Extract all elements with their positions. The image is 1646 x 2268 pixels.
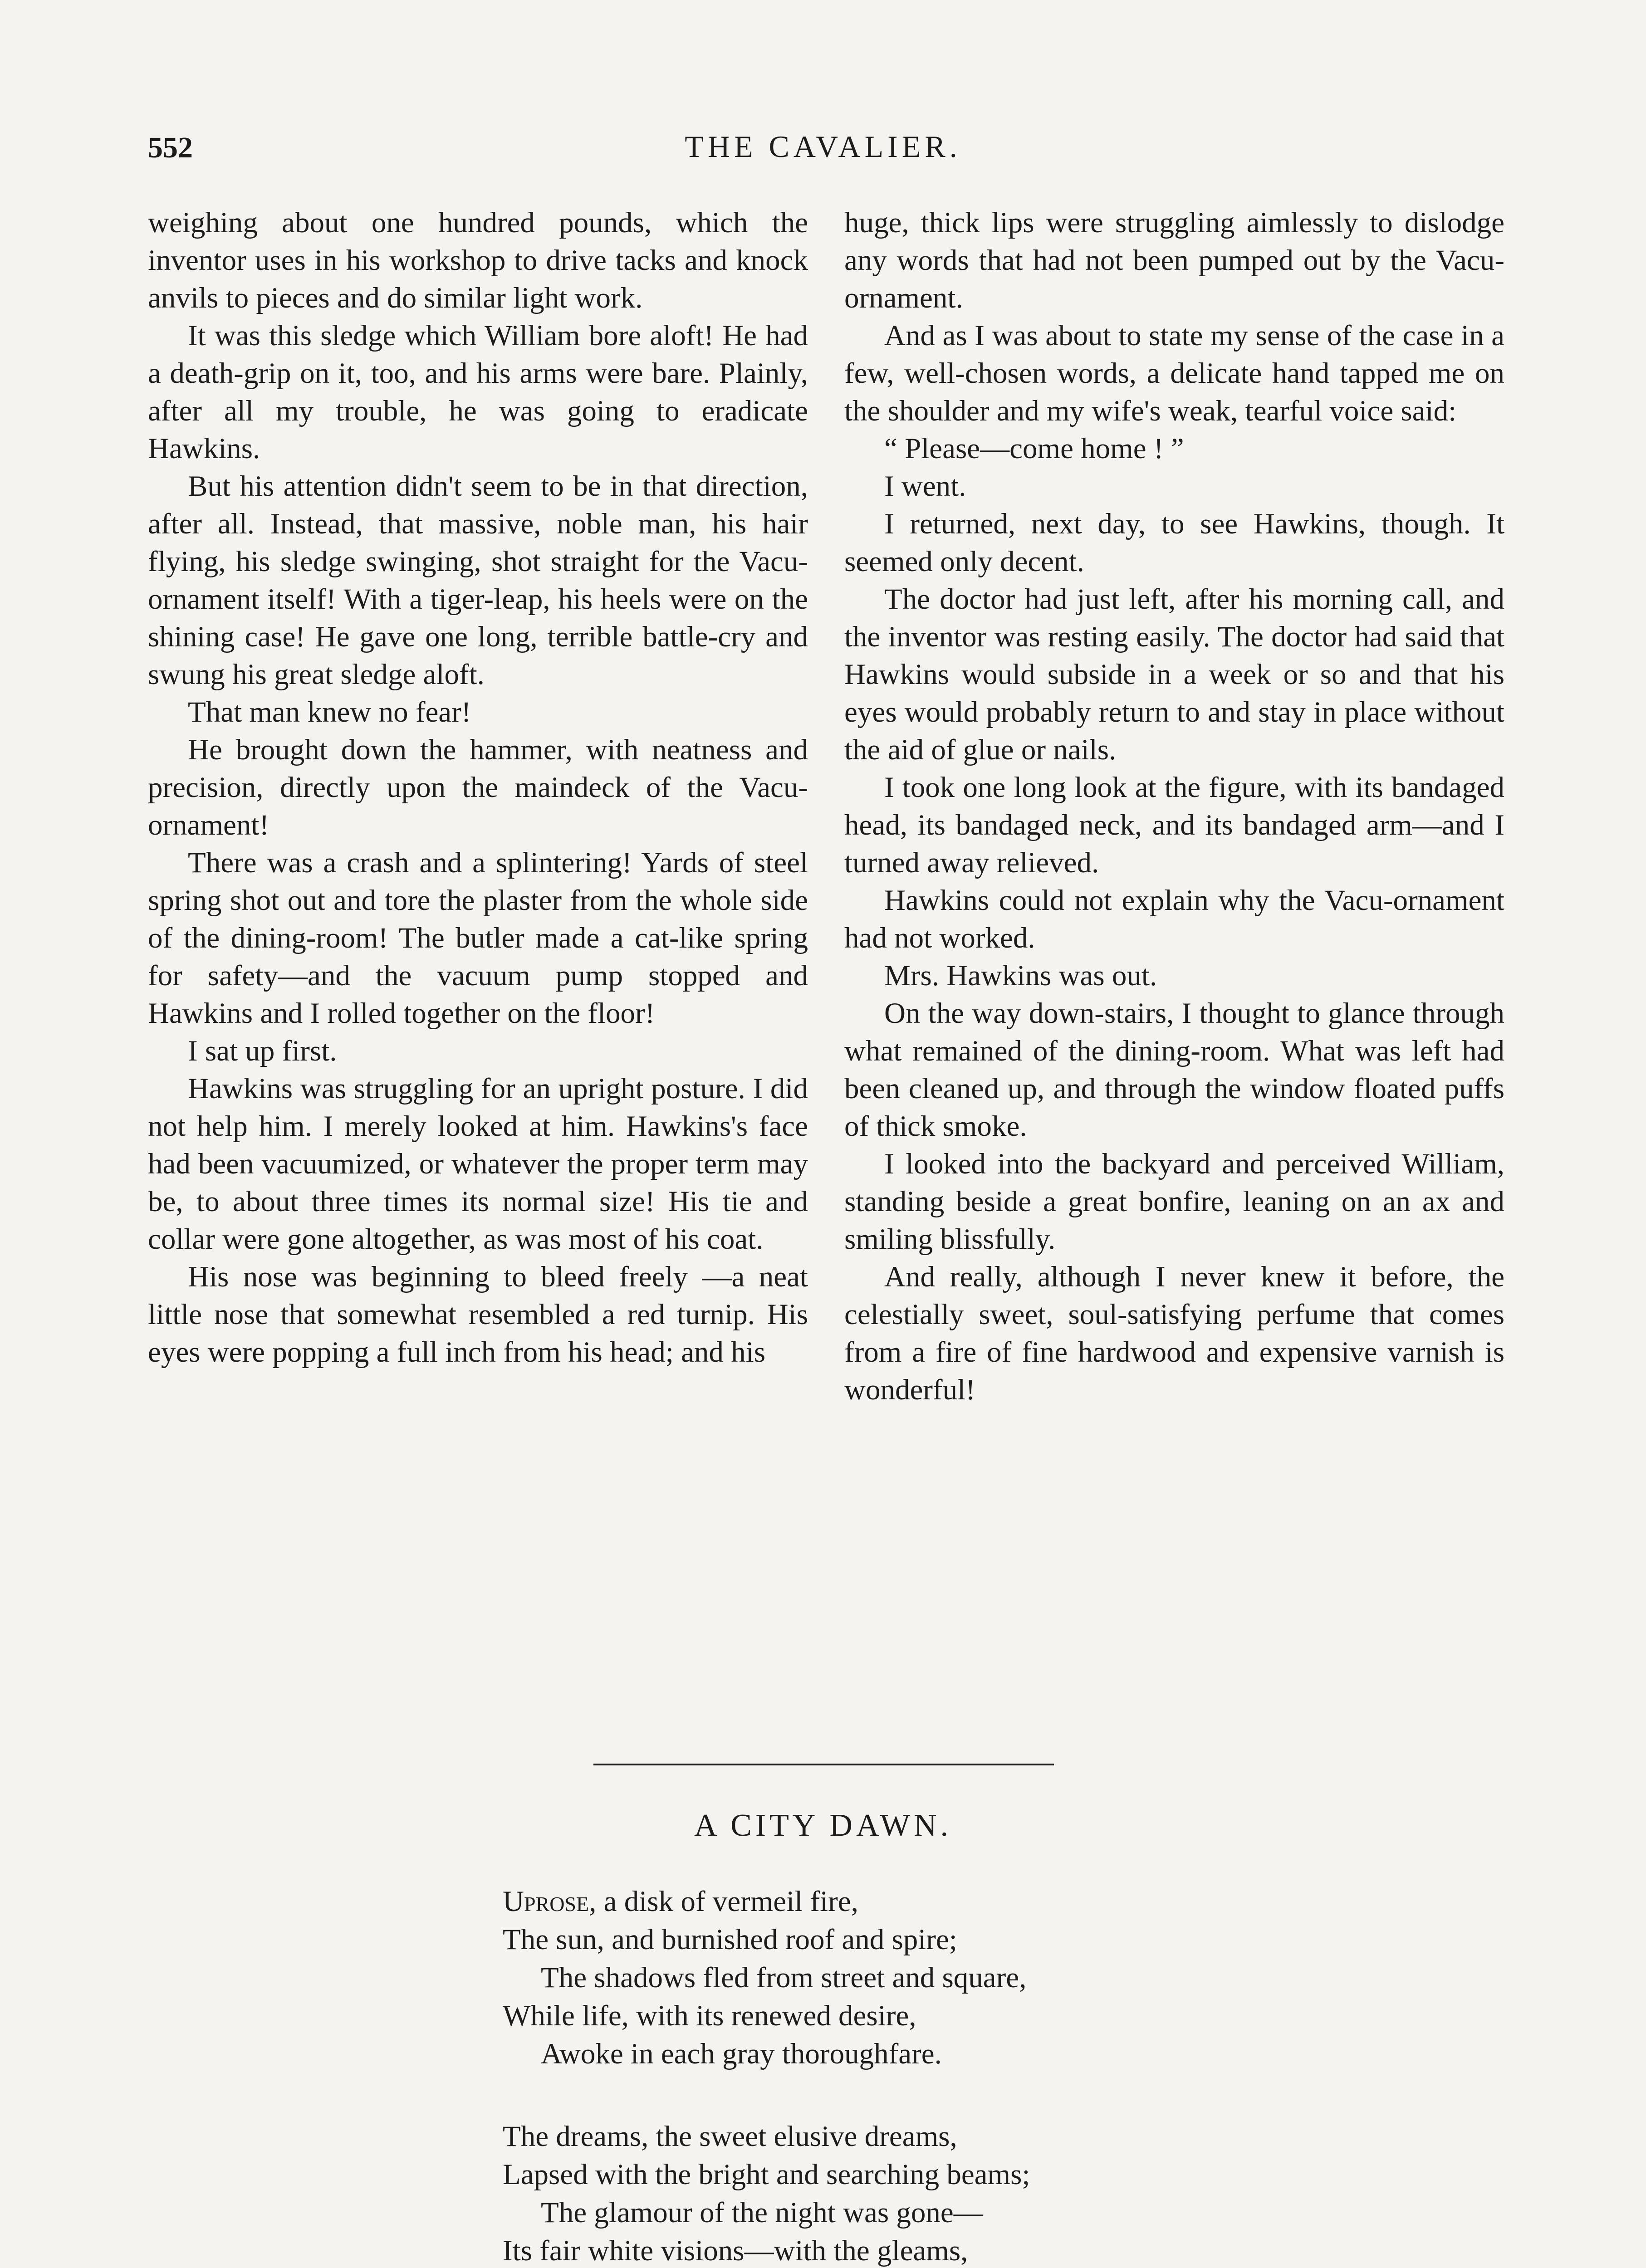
poem-stanza [503, 2117, 1030, 2268]
paragraph: “ Please—come home ! ” [884, 432, 1184, 465]
poem-body [503, 1882, 1030, 2268]
poem-line: The shadows fled from street and square, [541, 1961, 1027, 1994]
poem-line: Awoke in each gray thoroughfare. [541, 2038, 942, 2070]
paragraph: I looked into the backyard and perceived William, standing beside a great bonfire, leaning on an ax and smiling blissfully. [844, 1148, 1504, 1256]
paragraph: Mrs. Hawkins was out. [884, 959, 1157, 992]
paragraph: I took one long look at the figure, with its bandaged head, its bandaged neck, and its bandaged arm—and I turned away relieved. [844, 771, 1504, 879]
running-head: THE CAVALIER. [685, 129, 961, 164]
poem-line: Its fair white visions—with the gleams, [503, 2234, 968, 2267]
poem-line: While life, with its renewed desire, [503, 1999, 916, 2032]
poem-stanza [503, 1882, 1030, 2073]
section-divider [593, 1764, 1054, 1765]
poem-line: The glamour of the night was gone— [541, 2196, 983, 2229]
paragraph: There was a crash and a splintering! Yards of steel spring shot out and tore the plaster from the whole side of the dining-room! The butler made a cat-like spring for safety—and the vacuum pump stopped and Hawkins and I rolled together on the floor! [148, 846, 808, 1030]
paragraph: weighing about one hundred pounds, which the inventor uses in his workshop to drive tacks and knock anvils to pieces and do similar light work. [148, 206, 808, 314]
paragraph: And really, although I never knew it before, the celestially sweet, soul-satisfying perfume that comes from a fire of fine hardwood and expensive varnish is wonderful! [844, 1261, 1504, 1406]
paragraph: I went. [884, 470, 966, 503]
story-right-column [844, 204, 1504, 1409]
paragraph: And as I was about to state my sense of the case in a few, well-chosen words, a delicate hand tapped me on the shoulder and my wife's weak, tearful voice said: [844, 319, 1504, 427]
paragraph: huge, thick lips were struggling aimlessly to dislodge any words that had not been pumped out by the Vacu-ornament. [844, 206, 1504, 314]
poem-title: A CITY DAWN. [694, 1808, 952, 1843]
poem-line: Lapsed with the bright and searching beams; [503, 2158, 1030, 2191]
story-left-column [148, 204, 808, 1371]
paragraph: He brought down the hammer, with neatness and precision, directly upon the maindeck of the Vacu-ornament! [148, 733, 808, 841]
paragraph: But his attention didn't seem to be in that direction, after all. Instead, that massive, noble man, his hair flying, his sledge swinging, shot straight for the Vacu-ornament itself! With a tiger-leap, his heels were on the shining case! He gave one long, terrible battle-cry and swung his great sledge aloft. [148, 470, 808, 691]
paragraph: His nose was beginning to bleed freely —a neat little nose that somewhat resembled a red turnip. His eyes were popping a full inch from his head; and his [148, 1261, 808, 1369]
paragraph: Hawkins was struggling for an upright posture. I did not help him. I merely looked at him. Hawkins's face had been vacuumized, or whatever the proper term may be, to about three times its normal size! His tie and collar were gone altogether, as was most of his coat. [148, 1072, 808, 1256]
paragraph: On the way down-stairs, I thought to glance through what remained of the dining-room. What was left had been cleaned up, and through the window floated puffs of thick smoke. [844, 997, 1504, 1143]
paragraph: Hawkins could not explain why the Vacu-ornament had not worked. [844, 884, 1504, 954]
poem-line-text: a disk of vermeil fire, [596, 1885, 858, 1918]
poem-line [503, 1882, 1030, 1921]
paragraph: That man knew no fear! [188, 696, 471, 728]
poem-line: The dreams, the sweet elusive dreams, [503, 2120, 957, 2153]
paragraph: The doctor had just left, after his morning call, and the inventor was resting easily. The doctor had said that Hawkins would subside in a week or so and that his eyes would probably return to and stay in place without the aid of glue or nails. [844, 583, 1504, 766]
page-number: 552 [148, 131, 193, 164]
paragraph: I returned, next day, to see Hawkins, though. It seemed only decent. [844, 508, 1504, 578]
poem-line: The sun, and burnished roof and spire; [503, 1923, 957, 1956]
paragraph: I sat up first. [188, 1035, 337, 1067]
paragraph: It was this sledge which William bore aloft! He had a death-grip on it, too, and his arms were bare. Plainly, after all my trouble, he was going to eradicate Hawkins. [148, 319, 808, 465]
poem-dropcap-word: Uprose, [503, 1885, 597, 1918]
